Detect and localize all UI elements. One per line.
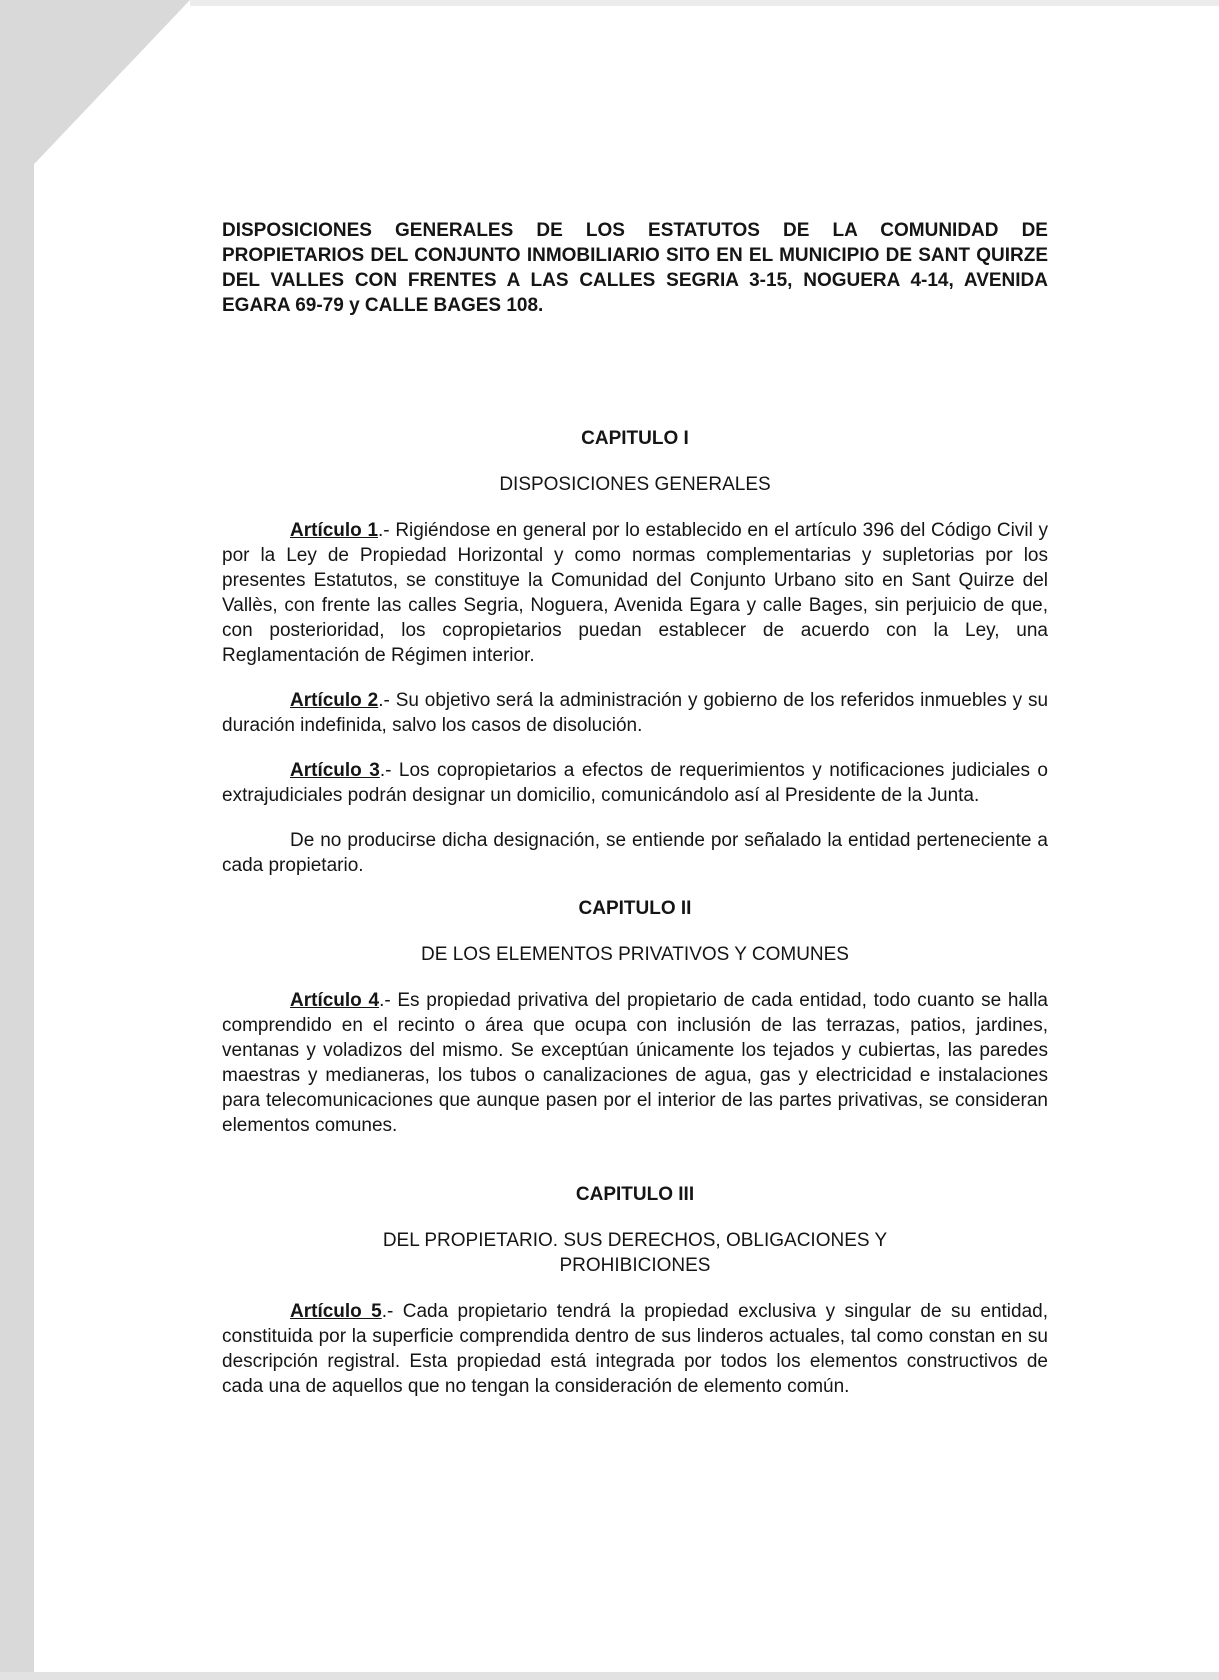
scan-border-left xyxy=(0,0,34,1680)
article-text: .- Su objetivo será la administración y gobierno de los referidos inmuebles y su duración indefinida, salvo los casos de disolución. xyxy=(222,690,1049,736)
chapter-heading: CAPITULO I xyxy=(581,428,689,449)
closing-paragraph: De no producirse dicha designación, se entiende por señalado la entidad perteneciente a cada propietario. xyxy=(222,830,1048,876)
article-text: .- Cada propietario tendrá la propiedad exclusiva y singular de su entidad, constituida por la superficie comprendida dentro de sus linderos actuales, tal como constan en su descripción registral. Esta propiedad está integrada por todos los elementos constructivos de cada una de aquellos que no tengan la consideración de elemento común. xyxy=(222,1301,1049,1397)
chapter-3 xyxy=(222,1182,1048,1399)
document-page xyxy=(222,218,1048,1399)
article-1 xyxy=(222,518,1048,668)
article-label: Artículo 2 xyxy=(290,690,379,711)
chapter-heading: CAPITULO II xyxy=(578,898,692,919)
article-text: .- Los copropietarios a efectos de requerimientos y notificaciones judiciales o extrajudiciales podrán designar un domicilio, comunicándolo así al Presidente de la Junta. xyxy=(222,760,1049,806)
chapter-2 xyxy=(222,896,1048,1138)
chapter-heading: CAPITULO III xyxy=(575,1184,695,1205)
article-label: Artículo 3 xyxy=(290,760,380,781)
article-2 xyxy=(222,688,1048,738)
article-label: Artículo 1 xyxy=(290,520,379,541)
chapter-subtitle: DISPOSICIONES GENERALES xyxy=(499,474,771,495)
document-title: DISPOSICIONES GENERALES DE LOS ESTATUTOS DE LA COMUNIDAD DE PROPIETARIOS DEL CONJUNTO INMOBILIARIO SITO EN EL MUNICIPIO DE SANT QUIRZE DEL VALLES CON FRENTES A LAS CALLES SEGRIA 3-15, NOGUERA 4-14, AVENIDA EGARA 69-79 y CALLE BAGES 108. xyxy=(222,220,1048,316)
scan-border-top xyxy=(190,0,1219,6)
article-4 xyxy=(222,988,1048,1138)
chapter-subtitle-line-1: DEL PROPIETARIO. SUS DERECHOS, OBLIGACIONES Y xyxy=(382,1230,888,1251)
scan-border-bottom xyxy=(0,1672,1219,1680)
chapter-1 xyxy=(222,426,1048,878)
chapter-subtitle: DE LOS ELEMENTOS PRIVATIVOS Y COMUNES xyxy=(421,944,849,965)
article-label: Artículo 5 xyxy=(290,1301,382,1322)
scan-folded-corner xyxy=(0,0,190,200)
article-label: Artículo 4 xyxy=(290,990,380,1011)
chapter-subtitle-line-2: PROHIBICIONES xyxy=(559,1255,711,1276)
article-3 xyxy=(222,758,1048,808)
article-text: .- Es propiedad privativa del propietario de cada entidad, todo cuanto se halla comprendido en el recinto o área que ocupa con inclusión de las terrazas, patios, jardines, ventanas y voladizos del mismo. Se exceptúan únicamente los tejados y cubiertas, las paredes maestras y medianeras, los tubos o canalizaciones de agua, gas y electricidad e instalaciones para telecomunicaciones que aunque pasen por el interior de las partes privativas, se consideran elementos comunes. xyxy=(222,990,1048,1136)
article-text: .- Rigiéndose en general por lo establecido en el artículo 396 del Código Civil y por la Ley de Propiedad Horizontal y como normas complementarias y supletorias por los presentes Estatutos, se constituye la Comunidad del Conjunto Urbano sito en Sant Quirze del Vallès, con frente las calles Segria, Noguera, Avenida Egara y calle Bages, sin perjuicio de que, con posterioridad, los copropietarios puedan establecer de acuerdo con la Ley, una Reglamentación de Régimen interior. xyxy=(222,520,1049,666)
article-5 xyxy=(222,1299,1048,1399)
